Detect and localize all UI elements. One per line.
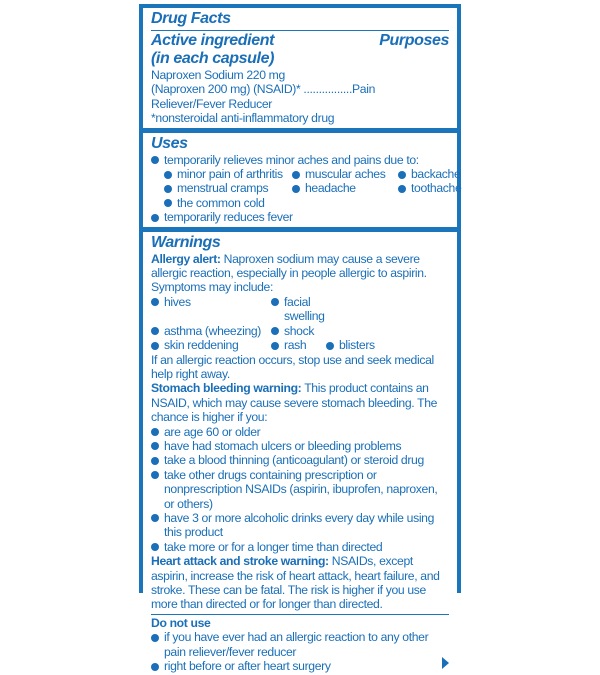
list-item: menstrual cramps bbox=[164, 181, 292, 195]
purposes-heading: Purposes bbox=[379, 32, 449, 49]
list-item: shock bbox=[271, 324, 326, 338]
list-item: minor pain of arthritis bbox=[164, 167, 292, 181]
list-item: blisters bbox=[326, 338, 406, 352]
ingredient-detail: (Naproxen 200 mg) (NSAID)* ................ bbox=[151, 82, 353, 97]
divider bbox=[151, 614, 449, 615]
purpose: Pain Reliever/Fever Reducer bbox=[151, 82, 376, 111]
stomach-label: Stomach bleeding warning: bbox=[151, 381, 302, 396]
allergy-after: If an allergic reaction occurs, stop use and seek medical help right away. bbox=[151, 352, 434, 381]
list-item: rash bbox=[271, 338, 326, 352]
list-item: have 3 or more alcoholic drinks every day while using this product bbox=[151, 511, 449, 540]
list-item: asthma (wheezing) bbox=[151, 324, 271, 338]
ingredient: Naproxen Sodium 220 mg bbox=[151, 68, 285, 82]
stomach-text: This product contains an NSAID, which may cause severe stomach bleeding. The chance is higher if you: bbox=[151, 381, 438, 425]
list-item: take more or for a longer time than directed bbox=[151, 540, 449, 554]
heart-text: NSAIDs, except aspirin, increase the risk of heart attack, heart failure, and stroke. These can be fatal. The risk is higher if you use more than directed or for longer than directed. bbox=[151, 554, 440, 612]
list-item: take a blood thinning (anticoagulant) or steroid drug bbox=[151, 453, 449, 467]
list-item: muscular aches bbox=[292, 167, 398, 181]
allergy-label: Allergy alert: bbox=[151, 251, 221, 266]
drug-facts-title: Drug Facts bbox=[151, 10, 231, 27]
list-item: if you have ever had an allergic reaction to any other pain reliever/fever reducer bbox=[151, 630, 449, 659]
triangle-right-icon[interactable] bbox=[442, 657, 449, 669]
list-item: have had stomach ulcers or bleeding problems bbox=[151, 439, 449, 453]
list-item: skin reddening bbox=[151, 338, 271, 352]
list-item: the common cold bbox=[164, 196, 292, 210]
list-item: hives bbox=[151, 295, 271, 309]
heart-label: Heart attack and stroke warning: bbox=[151, 554, 329, 569]
list-item: right before or after heart surgery bbox=[151, 659, 449, 673]
list-item: take other drugs containing prescription or nonprescription NSAIDs (aspirin, ibuprofen, naproxen, or others) bbox=[151, 468, 449, 511]
list-item: headache bbox=[292, 181, 398, 195]
active-ingredient-section bbox=[143, 8, 457, 128]
warnings-heading: Warnings bbox=[151, 233, 221, 251]
list-item: backache bbox=[398, 167, 458, 181]
list-item: temporarily reduces fever bbox=[151, 210, 449, 224]
active-ingredient-subheading: (in each capsule) bbox=[151, 50, 275, 67]
list-item: facial swelling bbox=[271, 295, 326, 324]
list-item: toothache bbox=[398, 181, 458, 195]
uses-heading: Uses bbox=[151, 134, 188, 152]
do-not-use-heading: Do not use bbox=[151, 615, 211, 630]
warnings-section bbox=[143, 232, 457, 675]
list-item: are age 60 or older bbox=[151, 425, 449, 439]
active-ingredient-heading: Active ingredient bbox=[151, 32, 275, 49]
uses-section bbox=[143, 133, 462, 227]
divider bbox=[151, 30, 449, 31]
list-item: temporarily relieves minor aches and pains due to: bbox=[151, 153, 449, 167]
footnote: *nonsteroidal anti-inflammatory drug bbox=[151, 111, 335, 126]
drug-facts-panel bbox=[139, 4, 462, 674]
allergy-text: Naproxen sodium may cause a severe allergic reaction, especially in people allergic to aspirin. Symptoms may include: bbox=[151, 251, 427, 295]
